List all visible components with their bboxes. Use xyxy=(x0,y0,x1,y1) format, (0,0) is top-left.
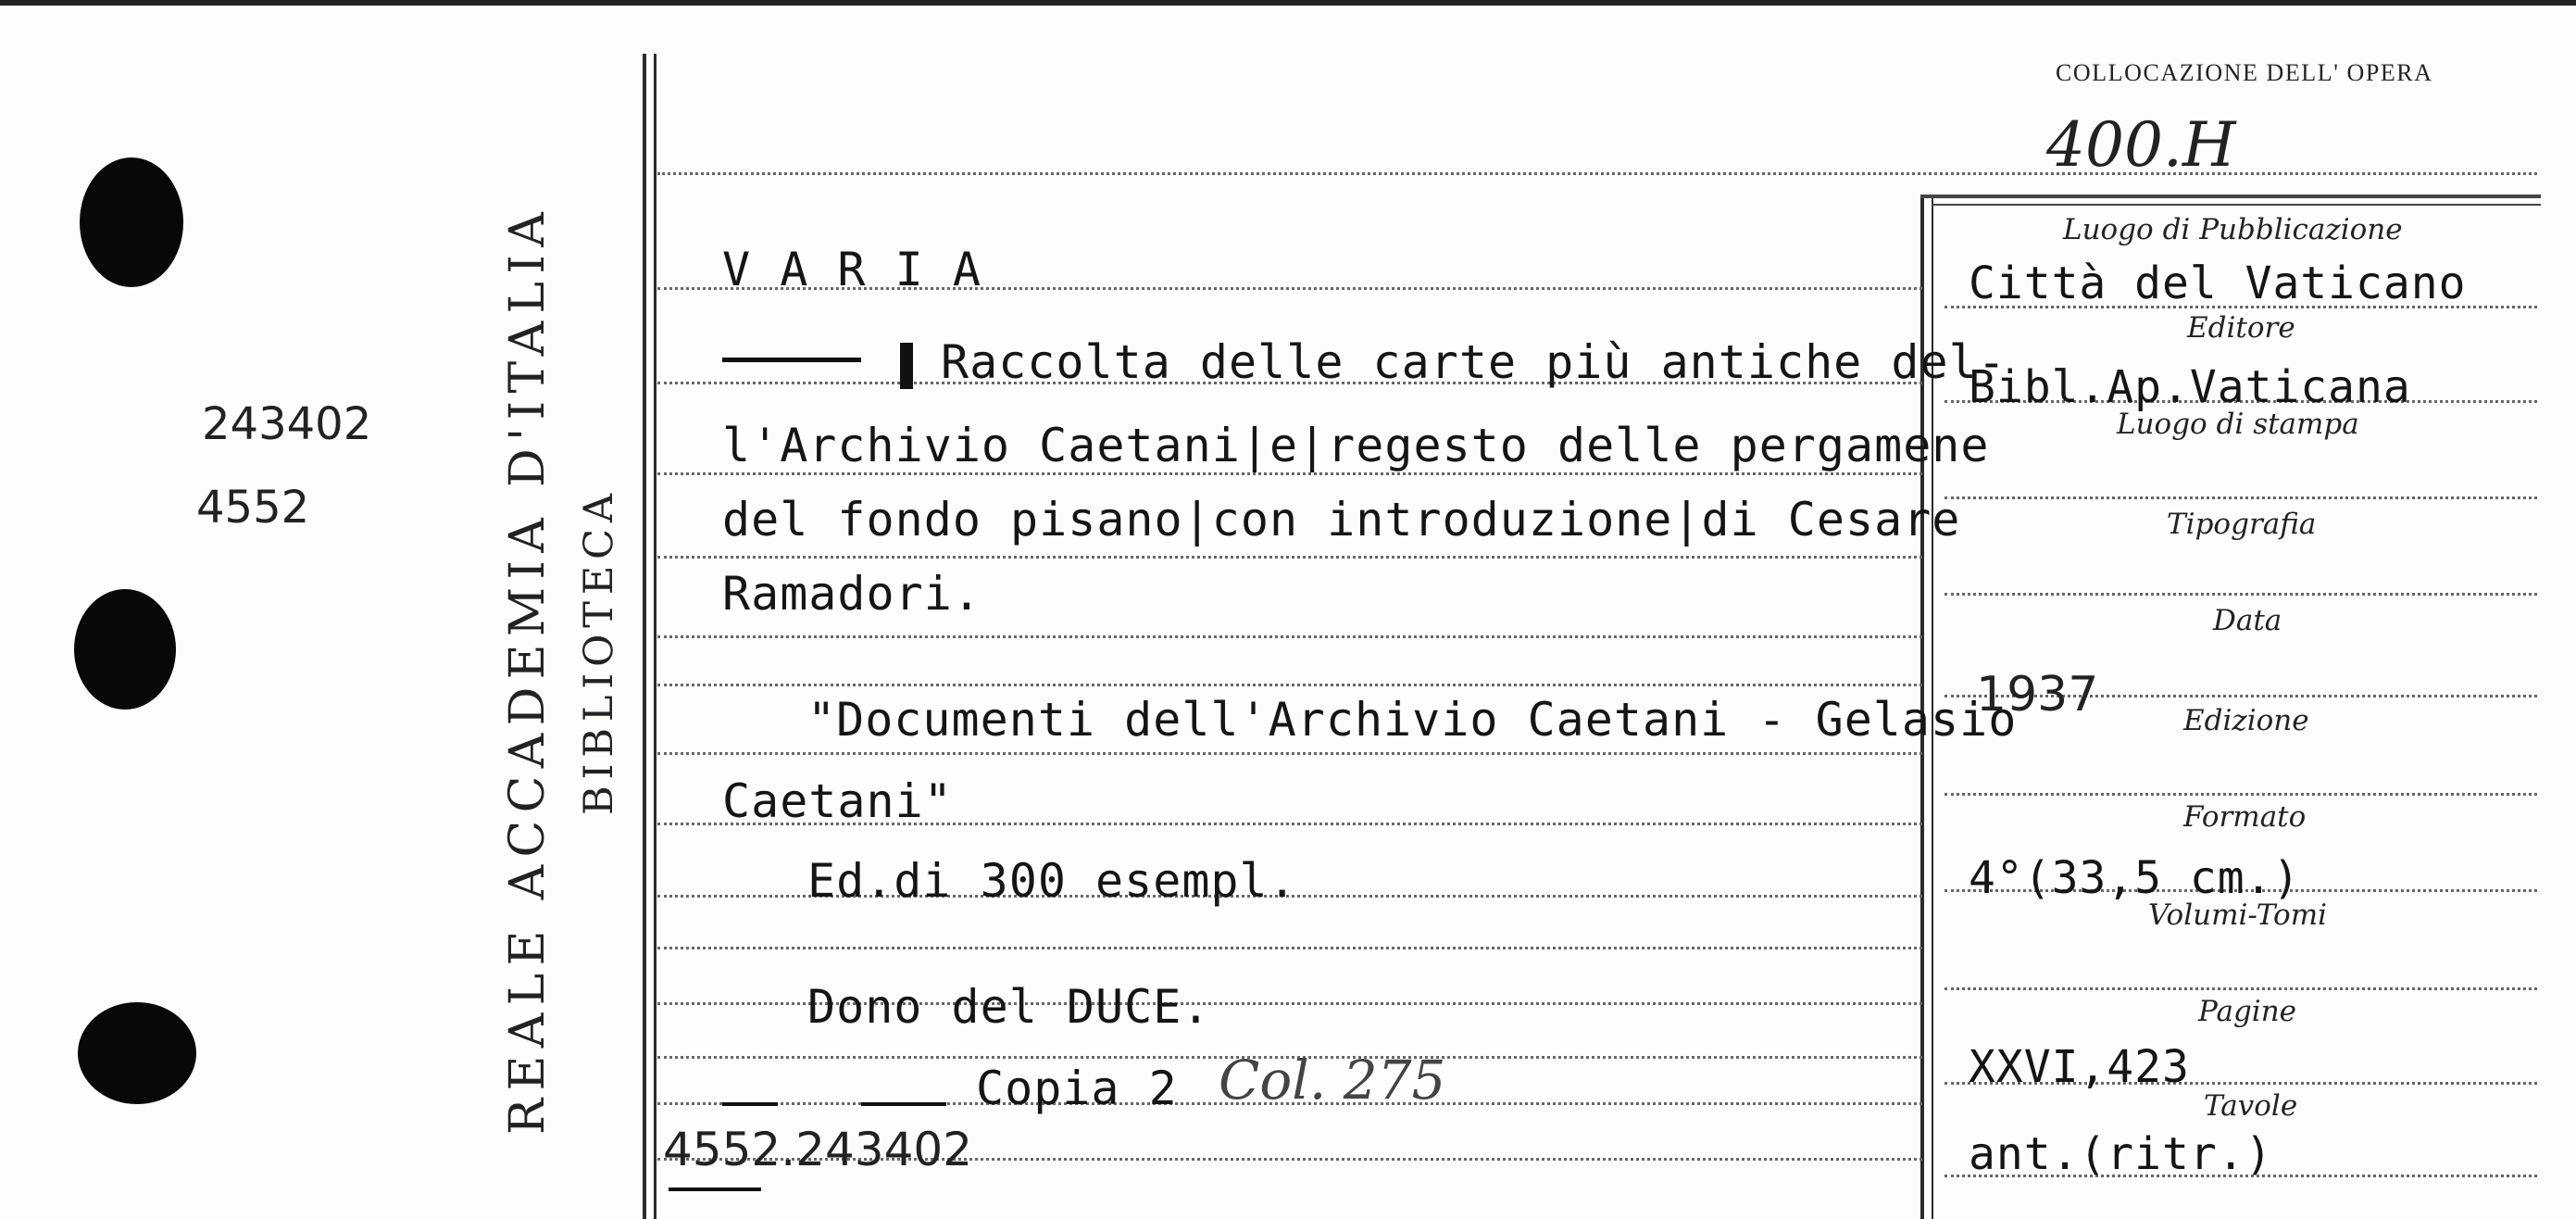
rule-line xyxy=(657,472,1922,475)
rule-line xyxy=(657,556,1922,559)
left-border-line xyxy=(643,54,646,1219)
label-place-of-printing: Luogo di stampa xyxy=(2117,408,2359,441)
shelfmark: 400.H xyxy=(2046,109,2236,181)
rule-line xyxy=(657,172,2537,175)
rule-line xyxy=(657,635,1922,638)
detail-rule xyxy=(1945,496,2537,499)
value-format: 4°(33,5 cm.) xyxy=(1969,852,2301,904)
detail-rule xyxy=(1945,793,2537,796)
rule-line xyxy=(657,947,1922,949)
title-line-4: Ramadori. xyxy=(722,567,982,621)
value-plates: ant.(ritr.) xyxy=(1969,1128,2273,1180)
label-date: Data xyxy=(2213,604,2282,637)
value-date: 1937 xyxy=(1976,667,2099,723)
label-place-of-publication: Luogo di Pubblicazione xyxy=(2063,213,2403,246)
series-line-1: "Documenti dell'Archivio Caetani - Gelasio xyxy=(807,693,2018,747)
title-line-2: l'Archivio Caetani|e|regesto delle pergamene xyxy=(722,419,1990,472)
label-volumes: Volumi-Tomi xyxy=(2148,899,2328,932)
detail-rule xyxy=(1945,987,2537,990)
footer-underline xyxy=(669,1188,761,1191)
value-publisher: Bibl.Ap.Vaticana xyxy=(1969,361,2411,413)
title-start-mark xyxy=(900,343,913,389)
copy-dash-1 xyxy=(722,1102,778,1106)
right-panel-top-border xyxy=(1920,195,2541,198)
label-format: Formato xyxy=(2183,800,2307,834)
institution-name: REALE ACCADEMIA D'ITALIA xyxy=(500,204,556,1135)
copy-dash-2 xyxy=(861,1102,946,1106)
value-pages: XXVI,423 xyxy=(1969,1041,2190,1093)
label-printer: Tipografia xyxy=(2167,508,2317,541)
label-edition: Edizione xyxy=(2183,704,2309,737)
rule-line xyxy=(657,752,1922,755)
punch-hole-top xyxy=(80,157,183,287)
detail-rule xyxy=(1945,593,2537,596)
card-top-edge xyxy=(0,0,2576,6)
title-dash xyxy=(722,358,861,362)
inventory-number-2: 4552 xyxy=(196,482,310,534)
rule-line xyxy=(657,684,1922,686)
copy-handwritten: Col. 275 xyxy=(1219,1049,1446,1112)
footer-numbers: 4552.243402 xyxy=(663,1123,973,1176)
title-line-3: del fondo pisano|con introduzione|di Cesare xyxy=(722,493,1961,547)
right-panel-top-border-inner xyxy=(1932,204,2541,206)
collocation-heading: COLLOCAZIONE DELL' OPERA xyxy=(2056,59,2433,86)
punch-hole-bottom xyxy=(78,1002,196,1104)
left-border-line-inner xyxy=(654,54,657,1219)
series-line-2: Caetani" xyxy=(722,774,953,828)
gift-note: Dono del DUCE. xyxy=(807,980,1211,1034)
punch-hole-middle xyxy=(74,589,176,710)
edition-note: Ed.di 300 esempl. xyxy=(807,854,1297,908)
label-plates: Tavole xyxy=(2204,1089,2298,1123)
copy-note: Copia 2 xyxy=(976,1062,1178,1115)
title-line-1: Raccolta delle carte più antiche del- xyxy=(941,335,2007,389)
inventory-number-1: 243402 xyxy=(202,398,372,450)
entry-heading: V A R I A xyxy=(722,243,982,296)
label-publisher: Editore xyxy=(2187,311,2295,345)
value-place-of-publication: Città del Vaticano xyxy=(1969,258,2467,309)
label-pages: Pagine xyxy=(2198,995,2297,1028)
library-name: BIBLIOTECA xyxy=(576,487,622,815)
